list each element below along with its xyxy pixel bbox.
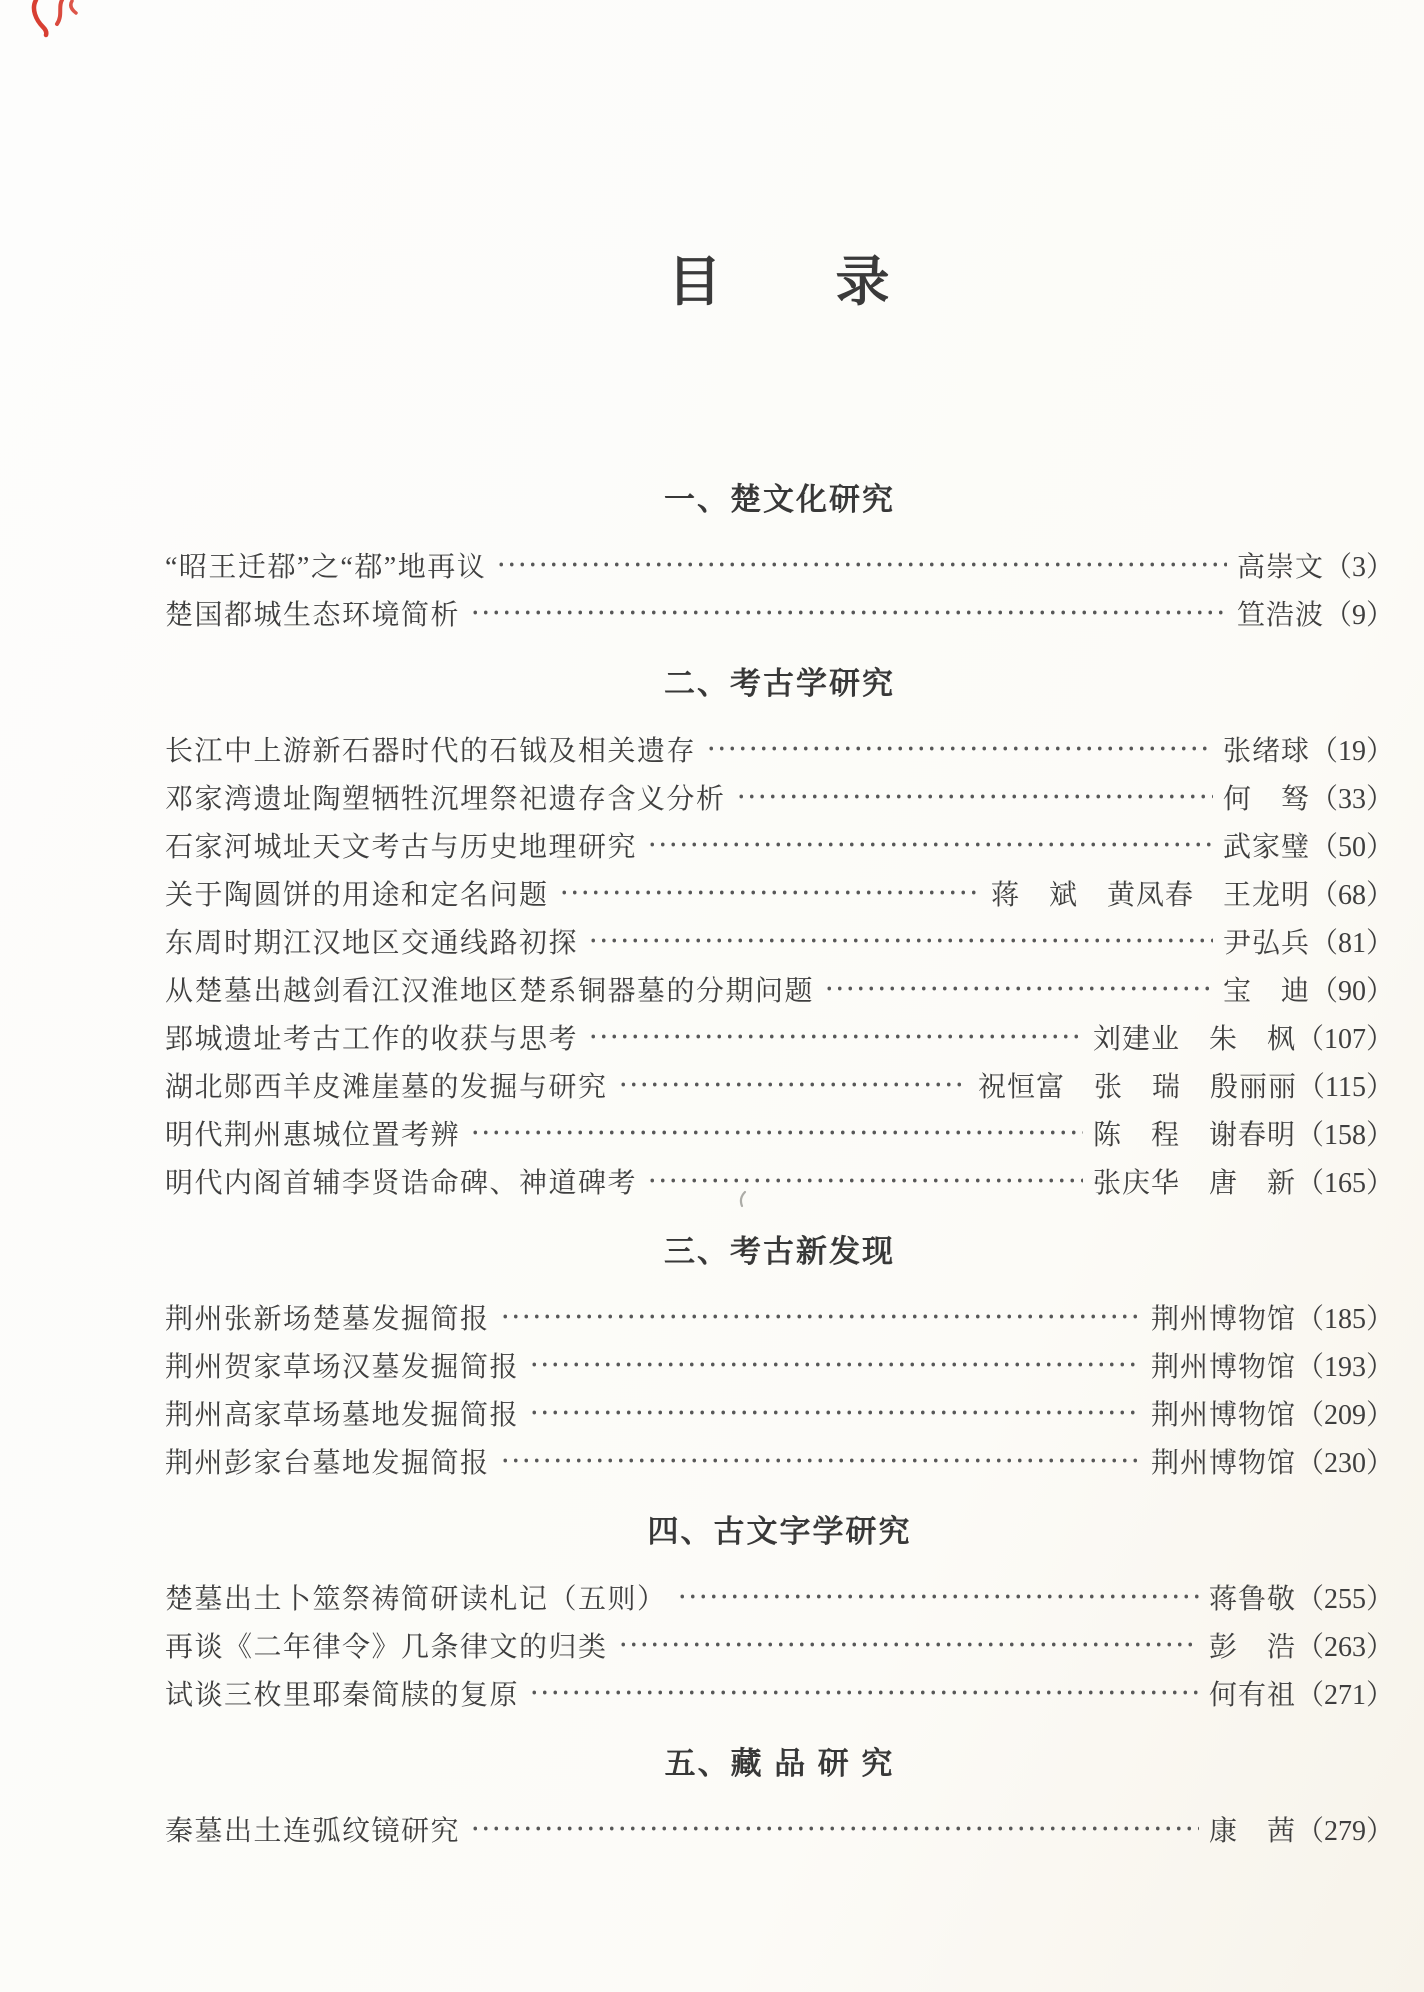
dot-leader [734,786,1213,808]
toc-entry [165,1576,1394,1624]
entry-title: 秦墓出土连弧纹镜研究 [165,1816,461,1847]
entry-title: 明代内阁首辅李贤诰命碑、神道碑考 [165,1168,638,1199]
toc-entry [165,1808,1394,1856]
section-heading: 五、藏 品 研 究 [664,1746,895,1781]
entry-authors: 笪浩波 [1236,600,1324,631]
entry-title: 湖北郧西羊皮滩崖墓的发掘与研究 [165,1072,608,1103]
toc-entry [165,1016,1394,1064]
entry-authors: 康 茜 [1208,1816,1296,1847]
entry-authors: 荆州博物馆 [1150,1448,1296,1479]
entry-title: 荆州贺家草场汉墓发掘简报 [165,1352,520,1383]
entry-title: 从楚墓出越剑看江汉淮地区楚系铜器墓的分期问题 [165,976,815,1007]
dot-leader [586,1026,1083,1048]
dot-leader [822,978,1213,1000]
dot-leader [494,554,1227,576]
entry-page-number: （9） [1323,600,1394,631]
toc-entry [165,1160,1394,1208]
dot-leader [468,1122,1083,1144]
toc-entry [165,592,1394,640]
red-ink-mark [26,0,82,42]
toc-entry [165,824,1394,872]
toc-entry [165,544,1394,592]
toc-section [165,1232,1394,1488]
entry-title: 明代荆州惠城位置考辨 [165,1120,461,1151]
dot-leader [616,1634,1199,1656]
toc-section [165,1512,1394,1720]
dot-leader [704,738,1213,760]
entry-title: 荆州张新场楚墓发掘简报 [165,1304,490,1335]
entry-authors: 张庆华 唐 新 [1092,1168,1296,1199]
entry-page-number: （81） [1309,928,1394,959]
section-entries [165,1296,1394,1488]
dot-leader [468,602,1227,624]
toc-entry [165,1344,1394,1392]
dot-leader [645,834,1213,856]
toc-entry [165,1112,1394,1160]
entry-page-number: （3） [1323,552,1394,583]
entry-title: 荆州高家草场墓地发掘简报 [165,1400,520,1431]
entry-page-number: （165） [1295,1168,1394,1199]
section-entries [165,1576,1394,1720]
entry-title: 试谈三枚里耶秦简牍的复原 [165,1680,520,1711]
toc-entry [165,968,1394,1016]
entry-title: 楚墓出土卜筮祭祷简研读札记（五则） [165,1584,667,1615]
entry-title: 荆州彭家台墓地发掘简报 [165,1448,490,1479]
toc-entry [165,776,1394,824]
toc-sections [165,480,1394,1856]
entry-page-number: （255） [1295,1584,1394,1615]
entry-authors: 荆州博物馆 [1150,1400,1296,1431]
entry-authors: 何有祖 [1208,1680,1296,1711]
dot-leader [527,1402,1141,1424]
toc-entry [165,920,1394,968]
entry-page-number: （158） [1295,1120,1394,1151]
entry-authors: 尹弘兵 [1222,928,1310,959]
toc-section [165,480,1394,640]
dot-leader [675,1586,1199,1608]
toc-entry [165,872,1394,920]
dot-leader [616,1074,969,1096]
section-entries [165,1808,1394,1856]
entry-title: 关于陶圆饼的用途和定名问题 [165,880,549,911]
entry-page-number: （263） [1295,1632,1394,1663]
entry-title: 郢城遗址考古工作的收获与思考 [165,1024,579,1055]
section-heading: 四、古文字学研究 [647,1514,912,1549]
toc-section [165,1744,1394,1856]
entry-title: 东周时期江汉地区交通线路初探 [165,928,579,959]
entry-page-number: （50） [1309,832,1394,863]
entry-page-number: （19） [1309,736,1394,767]
entry-page-number: （279） [1295,1816,1394,1847]
entry-authors: 陈 程 谢春明 [1092,1120,1296,1151]
dot-leader [527,1682,1199,1704]
dot-leader [498,1306,1141,1328]
entry-authors: 蒋鲁敬 [1208,1584,1296,1615]
entry-title: 长江中上游新石器时代的石钺及相关遗存 [165,736,697,767]
entry-authors: 荆州博物馆 [1150,1304,1296,1335]
entry-page-number: （107） [1295,1024,1394,1055]
section-heading: 一、楚文化研究 [664,482,895,517]
entry-authors: 刘建业 朱 枫 [1092,1024,1296,1055]
toc-entry [165,1392,1394,1440]
entry-title: 石家河城址天文考古与历史地理研究 [165,832,638,863]
entry-authors: 宝 迪 [1222,976,1310,1007]
entry-page-number: （271） [1295,1680,1394,1711]
entry-page-number: （193） [1295,1352,1394,1383]
entry-authors: 高崇文 [1236,552,1324,583]
section-entries [165,544,1394,640]
dot-leader [498,1450,1141,1472]
page-title: 目 录 [667,252,892,312]
entry-title: “昭王迁鄀”之“鄀”地再议 [165,552,487,583]
toc-entry [165,1440,1394,1488]
toc-entry [165,728,1394,776]
section-entries [165,728,1394,1208]
entry-authors: 何 驽 [1222,784,1310,815]
dot-leader [557,882,981,904]
entry-page-number: （209） [1295,1400,1394,1431]
toc-section [165,664,1394,1208]
dot-leader [468,1818,1199,1840]
section-heading: 二、考古学研究 [664,666,895,701]
section-heading: 三、考古新发现 [664,1234,895,1269]
entry-page-number: （115） [1297,1072,1394,1103]
scan-smudge-mark [735,1190,749,1208]
entry-page-number: （185） [1295,1304,1394,1335]
entry-authors: 彭 浩 [1208,1632,1296,1663]
entry-authors: 张绪球 [1222,736,1310,767]
toc-entry [165,1296,1394,1344]
entry-page-number: （68） [1309,880,1394,911]
dot-leader [586,930,1213,952]
entry-title: 楚国都城生态环境简析 [165,600,461,631]
entry-title: 再谈《二年律令》几条律文的归类 [165,1632,608,1663]
entry-page-number: （230） [1295,1448,1394,1479]
dot-leader [527,1354,1141,1376]
toc-entry [165,1672,1394,1720]
toc-entry [165,1624,1394,1672]
entry-authors: 蒋 斌 黄凤春 王龙明 [990,880,1310,911]
entry-page-number: （90） [1309,976,1394,1007]
dot-leader [645,1170,1083,1192]
entry-title: 邓家湾遗址陶塑牺牲沉埋祭祀遗存含义分析 [165,784,726,815]
entry-page-number: （33） [1309,784,1394,815]
entry-authors: 祝恒富 张 瑞 殷丽丽 [978,1072,1298,1103]
entry-authors: 荆州博物馆 [1150,1352,1296,1383]
toc-entry [165,1064,1394,1112]
entry-authors: 武家璧 [1222,832,1310,863]
